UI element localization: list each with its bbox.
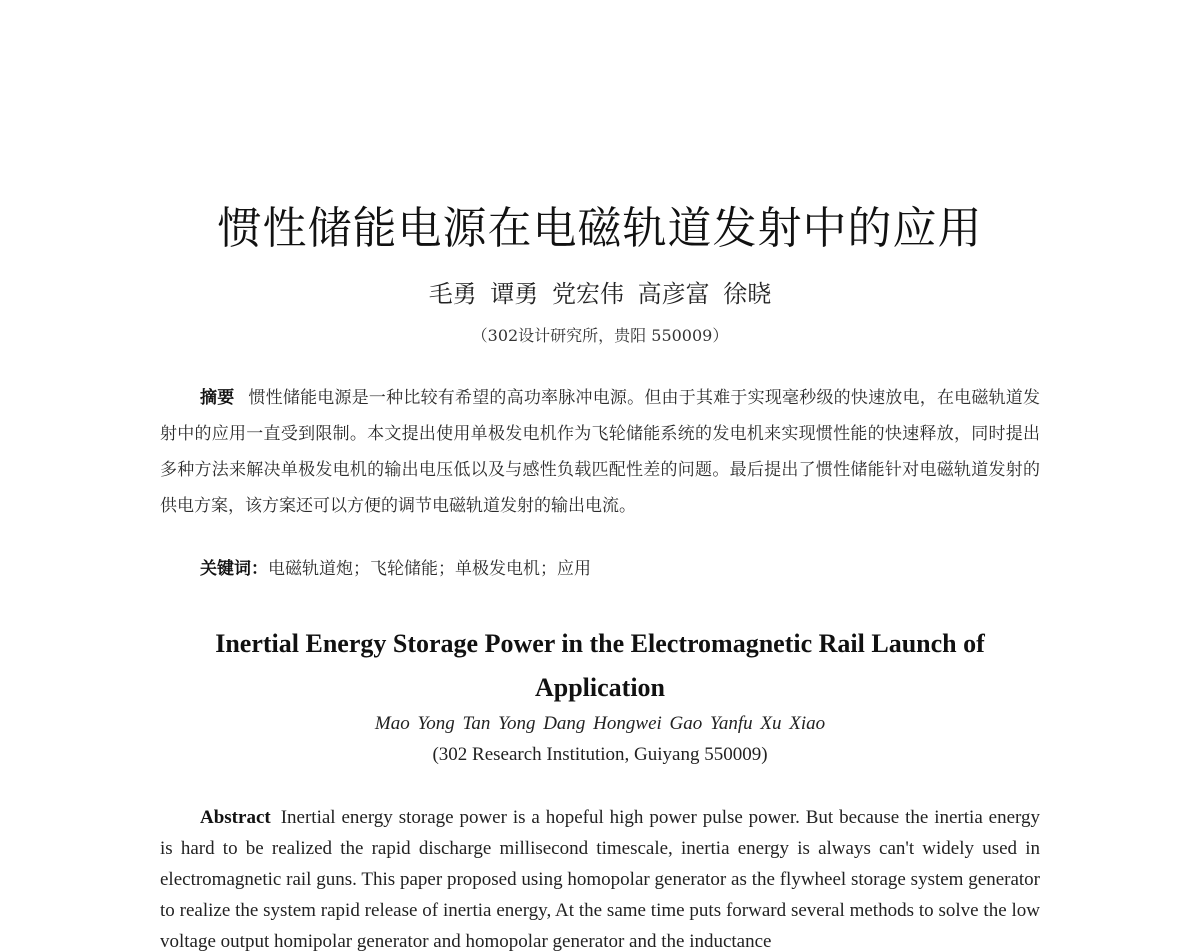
- chinese-authors: 毛勇 谭勇 党宏伟 高彦富 徐晓: [428, 280, 772, 308]
- english-abstract-label: Abstract: [200, 807, 271, 828]
- chinese-keywords: [200, 553, 1040, 585]
- english-abstract: [160, 802, 1040, 951]
- chinese-keywords-label: 关键词：: [200, 559, 268, 579]
- english-title: Inertial Energy Storage Power in the Electromagnetic Rail Launch of Application: [215, 629, 985, 702]
- chinese-abstract-text: 惯性储能电源是一种比较有希望的高功率脉冲电源。但由于其难于实现毫秒级的快速放电，在电磁轨道发射中的应用一直受到限制。本文提出使用单极发电机作为飞轮储能系统的发电机来实现惯性能的快速释放，同时提出多种方法来解决单极发电机的输出电压低以及与感性负载匹配性差的问题。最后提出了惯性储能针对电磁轨道发射的供电方案，该方案还可以方便的调节电磁轨道发射的输出电流。: [160, 388, 1041, 516]
- english-affiliation: (302 Research Institution, Guiyang 550009): [432, 744, 768, 765]
- chinese-affiliation: （302设计研究所，贵阳 550009）: [471, 326, 729, 345]
- english-authors: Mao Yong Tan Yong Dang Hongwei Gao Yanfu Xu Xiao: [374, 713, 826, 734]
- chinese-title: 惯性储能电源在电磁轨道发射中的应用: [217, 203, 983, 254]
- english-abstract-text: Inertial energy storage power is a hopeful high power pulse power. But because the inertia energy is hard to be realized the rapid discharge millisecond timescale, inertia energy is always can't widely used in electromagnetic rail guns. This paper proposed using homopolar generator as the flywheel storage system generator to realize the system rapid release of inertia energy, At the same time puts forward several methods to solve the low voltage output homipolar generator and homopolar generator and the inductance: [160, 807, 1040, 951]
- chinese-keywords-text: 电磁轨道炮；飞轮储能；单极发电机；应用: [268, 559, 591, 579]
- chinese-abstract: [160, 380, 1040, 524]
- chinese-abstract-label: 摘要: [200, 388, 235, 408]
